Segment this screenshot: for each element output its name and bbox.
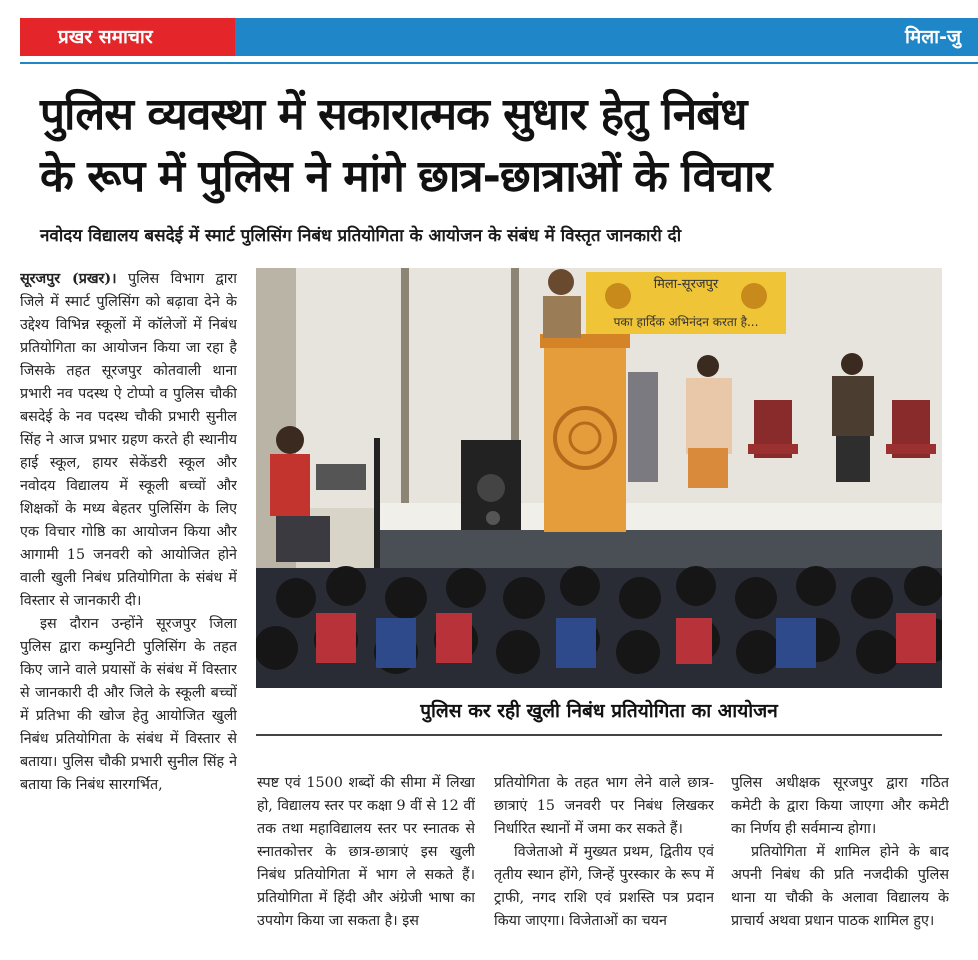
paragraph xyxy=(20,268,237,613)
paragraph: प्रतियोगिता में शामिल होने के बाद अपनी निबंध की प्रति नजदीकी पुलिस थाना या चौकी के अलावा विद्यालय के प्राचार्य अथवा प्रधान पाठक शामिल हुए। xyxy=(731,844,949,929)
paragraph: इस दौरान उन्होंने सूरजपुर जिला पुलिस द्वारा कम्युनिटी पुलिसिंग के तहत किए जाने वाले प्रयासों के संबंध में विस्तार से जानकारी दी और जिले के स्कूली बच्चों में प्रतिभा की खोज हेतु आयोजित खुली निबंध प्रतियोगिता के संबंध में विस्तार से बताया। पुलिस चौकी प्रभारी सुनील सिंह ने बताया कि निबंध सारगर्भित, xyxy=(20,616,237,793)
edition-label: मिला-जु xyxy=(905,26,962,48)
paragraph: विजेताओ में मुख्यत प्रथम, द्वितीय एवं तृतीय स्थान होंगे, जिन्हें पुरस्कार के रूप में ट्राफी, नगद राशि एवं प्रशस्ति पत्र प्रदान किया जाएगा। विजेताओं का चयन xyxy=(494,844,714,929)
headline-line-2: के रूप में पुलिस ने मांगे छात्र-छात्राओं के विचार xyxy=(40,151,772,202)
article-column-1 xyxy=(20,268,237,958)
banner-text: मिला-सूरजपुर xyxy=(653,277,719,292)
photo-caption: पुलिस कर रही खुली निबंध प्रतियोगिता का आयोजन xyxy=(420,700,778,722)
caption-rule xyxy=(256,734,942,736)
news-photo xyxy=(256,268,942,688)
article-column-3 xyxy=(494,772,714,958)
paragraph-text: पुलिस विभाग द्वारा जिले में स्मार्ट पुलिसिंग को बढ़ावा देने के उद्देश्य विभिन्न स्कूलों में कॉलेजों में निबंध प्रतियोगिता का आयोजन किया जा रहा है जिसके तहत सूरजपुर कोतवाली थाना प्रभारी नव पदस्थ ऐ टोप्पो व पुलिस चौकी बसदेई के नव पदस्थ चौकी प्रभारी सुनील सिंह ने आज प्रभार ग्रहण करते ही स्थानीय हाई स्कूल, हायर सेकेंडरी स्कूल और नवोदय विद्यालय में स्कूली बच्चों और शिक्षकों के मध्य बेहतर पुलिसिंग के लिए एक विचार गोष्ठि का आयोजन किया और आगामी 15 जनवरी को आयोजित होने वाली खुली निबंध प्रतियोगिता के संबंध में विस्तार से जानकारी दी। xyxy=(20,271,237,609)
paragraph: स्पष्ट एवं 1500 शब्दों की सीमा में लिखा हो, विद्यालय स्तर पर कक्षा 9 वीं से 12 वीं तक तथा महाविद्यालय स्तर पर स्नातक से स्नातकोत्तर के छात्र-छात्राएं इस खुली निबंध प्रतियोगिता में भाग ले सकते हैं। प्रतियोगिता में हिंदी और अंग्रेजी भाषा का उपयोग किया जा सकता है। इस xyxy=(257,775,475,929)
paragraph: पुलिस अधीक्षक सूरजपुर द्वारा गठित कमेटी के द्वारा किया जाएगा और कमेटी का निर्णय ही सर्वमान्य होगा। xyxy=(731,775,949,837)
headline-line-1: पुलिस व्यवस्था में सकारात्मक सुधार हेतु निबंध xyxy=(40,89,747,140)
dateline: सूरजपुर (प्रखर)। xyxy=(20,271,117,287)
header-rule xyxy=(20,62,978,64)
subheadline: नवोदय विद्यालय बसदेई में स्मार्ट पुलिसिंग निबंध प्रतियोगिता के आयोजन के संबंध में विस्तृत जानकारी दी xyxy=(40,226,682,246)
article-column-4 xyxy=(731,772,949,958)
auditorium-photo-illustration xyxy=(256,268,942,688)
paragraph: प्रतियोगिता के तहत भाग लेने वाले छात्र-छात्राएं 15 जनवरी पर निबंध लिखकर निर्धारित स्थानों में जमा कर सकते हैं। xyxy=(494,775,714,837)
article-column-2 xyxy=(257,772,475,958)
section-tag: प्रखर समाचार xyxy=(20,18,235,56)
banner-text-line-2: पका हार्दिक अभिनंदन करता है... xyxy=(613,315,759,329)
